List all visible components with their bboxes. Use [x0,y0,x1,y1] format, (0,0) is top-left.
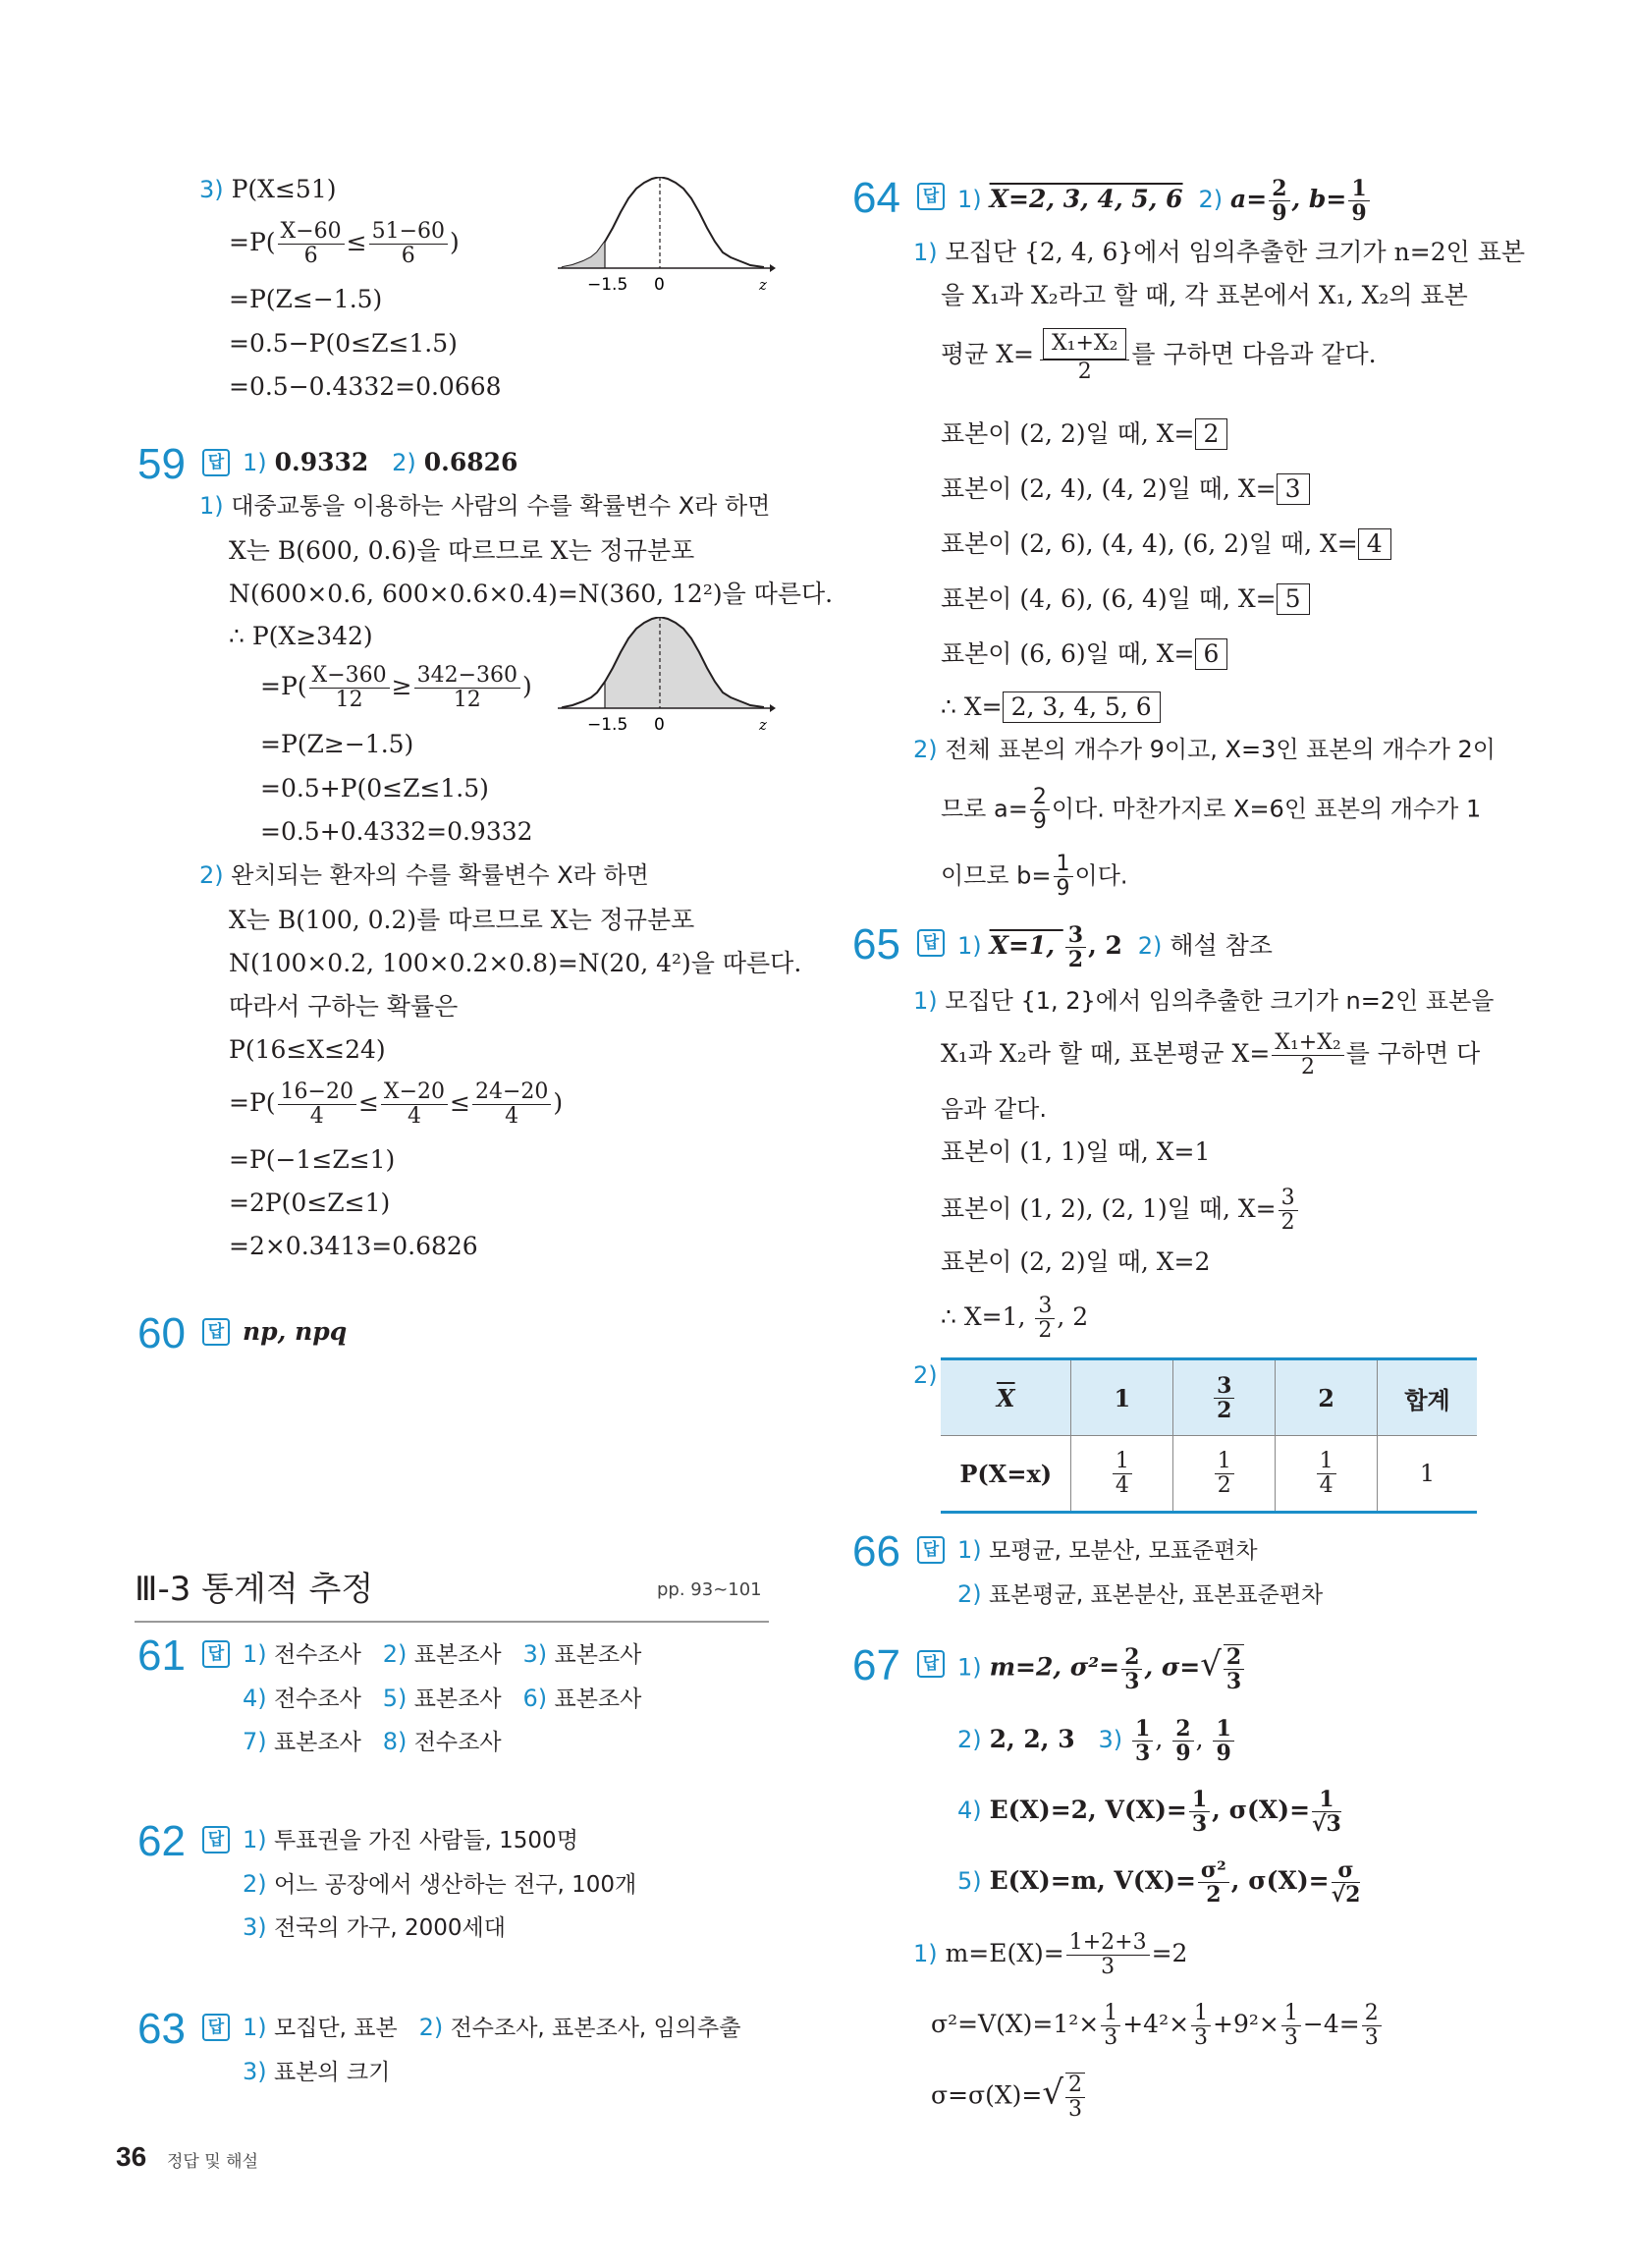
fraction: $\frac{2}{9}$ [1269,177,1289,225]
section-pages: pp. 93∼101 [657,1579,762,1600]
table-cell: $\overline{X}$ [941,1359,1071,1436]
q65-answer: 1) X=1, $\frac{3}{2}$ , 2 2) 해설 참조 [957,922,1273,972]
fraction: $\frac{2}{9}$ [1172,1717,1193,1765]
q64-sample-line: 표본이 (2, 2)일 때, X= 2 [941,418,1227,450]
fraction: $\frac{1}{3}$ [1281,2002,1301,2050]
q67-a2: 2) 2, 2, 3 3) $\frac{1}{3}$ , $\frac{2}{9}$ , $\frac{1}{9}$ [957,1717,1236,1765]
q60-answer: np, npq [243,1317,348,1346]
answer-box: 4 [1358,528,1391,560]
q62-row-3: 3) 전국의 가구, 2000세대 [243,1913,506,1941]
fraction: $\frac{\sigma}{√2}$ [1331,1857,1361,1908]
table-row [941,1359,1477,1436]
table-cell: 합계 [1378,1359,1477,1436]
section-title: Ⅲ-3 통계적 추정 [135,1570,374,1609]
answer-box: 5 [1277,583,1310,615]
q59-p1-line: ∴ P(X≥342) [229,622,373,650]
q59-p2-line: X는 B(100, 0.2)를 따르므로 X는 정규분포 [229,906,695,934]
q59-p1-line: 1) 대중교통을 이용하는 사람의 수를 확률변수 X라 하면 [199,492,771,520]
q67-a5: 5) E(X)=m, V(X)= $\frac{\text{σ²}}{2}$ , σ(X)= $\frac{\sigma}{√2}$ [957,1857,1361,1908]
q64-sample-line: 표본이 (2, 6), (4, 4), (6, 2)일 때, X= 4 [941,528,1391,560]
q66-row-2: 2) 표본평균, 표본분산, 표본표준편차 [957,1580,1324,1608]
answer-badge: 답 [202,1318,230,1346]
question-number: 61 [137,1632,186,1680]
table-cell: 1 [1378,1436,1477,1513]
graph-label: −1.5 [587,275,628,295]
q59-p2-line: =2P(0≤Z≤1) [229,1189,391,1217]
answer-badge: 답 [202,1640,230,1668]
q58-line-5: =0.5−0.4332=0.0668 [229,372,502,401]
q65-p1-line: 음과 같다. [941,1095,1047,1123]
fraction: $\frac{1}{4}$ [1317,1450,1336,1498]
q64-therefore: ∴ X= 2, 3, 4, 5, 6 [941,691,1161,723]
q67-sol-line: 1) m=E(X)= $\frac{1+2+3}{3}$ =2 [913,1930,1188,1979]
q58-line-2: =P( $\frac{X-60}{6}$ ≤ $\frac{51-60}{6}$ ) [229,219,460,268]
question-number: 66 [852,1527,900,1576]
fraction: $\frac{3}{2}$ [1214,1374,1234,1422]
fraction: $\frac{1}{√3}$ [1312,1787,1341,1837]
fraction: $\frac{\text{σ²}}{2}$ [1198,1858,1229,1907]
q62-row-1: 1) 투표권을 가진 사람들, 1500명 [243,1826,578,1853]
answer-box: 6 [1195,638,1228,670]
graph-label: z [759,276,767,294]
q65-p1-line: ∴ X=1, $\frac{3}{2}$ , 2 [941,1294,1089,1343]
q67-sol-line: σ²=V(X)=1²× $\frac{1}{3}$ +4²× $\frac{1}{3}$ +9²× $\frac{1}{3}$ −4= $\frac{2}{3}$ [931,2002,1384,2050]
fraction: $\frac{1+2+3}{3}$ [1066,1931,1150,1979]
q58-line-4: =0.5−P(0≤Z≤1.5) [229,329,458,358]
q59-p2-line: N(100×0.2, 100×0.2×0.8)=N(20, 4²)을 따른다. [229,949,802,977]
q59-p1-line: N(600×0.6, 600×0.6×0.4)=N(360, 12²)을 따른다. [229,580,834,608]
q65-p1-line: X₁과 X₂라 할 때, 표본평균 X= $\frac{\text{X₁+X₂}}{2}$ 를 구하면 다 [941,1030,1481,1079]
question-number: 65 [852,920,900,968]
question-number: 63 [137,2005,186,2053]
q59-p2-line: =P(−1≤Z≤1) [229,1145,396,1174]
q64-sample-line: 표본이 (4, 6), (6, 4)일 때, X= 5 [941,583,1310,615]
answer-box: 3 [1277,473,1310,505]
q61-row-1: 1) 전수조사 2) 표본조사 3) 표본조사 [243,1640,642,1668]
q67-sol-line: σ=σ(X)=√ $\frac{2}{3}$ [931,2073,1087,2122]
q63-row-1: 1) 모집단, 표본 2) 전수조사, 표본조사, 임의추출 [243,2014,741,2041]
answer-box: 2, 3, 4, 5, 6 [1003,691,1161,723]
normal-curve-right-shade [558,617,776,735]
q58-line-3: =P(Z≤−1.5) [229,285,383,313]
fraction: $\frac{2}{9}$ [1030,786,1050,834]
answer-badge: 답 [202,449,230,476]
q64-p2-line: 므로 a= $\frac{2}{9}$ 이다. 마찬가지로 X=6인 표본의 개수가 1 [941,785,1482,834]
table-cell [1173,1436,1276,1513]
fraction: $\frac{1}{9}$ [1054,853,1073,901]
fraction: $\frac{3}{2}$ [1065,923,1086,971]
normal-curve-left-tail [558,177,776,295]
fraction: $\frac{1}{9}$ [1348,177,1369,225]
table-cell [1071,1436,1173,1513]
section-divider [135,1621,769,1623]
q64-p1-line: 을 X₁과 X₂라고 할 때, 각 표본에서 X₁, X₂의 표본 [941,281,1468,309]
fraction: $\frac{2}{3}$ [1121,1645,1142,1693]
fraction: $\frac{2}{3}$ [1224,1644,1244,1693]
fraction: $\frac{1}{3}$ [1132,1717,1153,1765]
graph-label: z [759,716,767,734]
table-row [941,1436,1477,1513]
q64-p1-line: 평균 X= $\frac{\text{X₁+X₂}}{2}$ 를 구하면 다음과 같다. [941,328,1377,384]
fraction: $\frac{1}{9}$ [1213,1717,1233,1765]
fraction: $\frac{1}{3}$ [1189,1788,1210,1836]
q59-answer: 1) 0.9332 2) 0.6826 [243,448,518,476]
fraction: $\frac{16-20}{4}$ [278,1080,356,1129]
fraction: $\frac{1}{3}$ [1101,2002,1120,2050]
q61-row-3: 7) 표본조사 8) 전수조사 [243,1728,502,1755]
q62-row-2: 2) 어느 공장에서 생산하는 전구, 100개 [243,1870,637,1898]
q67-a1: 1) m=2, σ²= $\frac{2}{3}$ , σ=√ $\frac{2}{3}$ [957,1644,1246,1693]
question-number: 64 [852,174,900,222]
question-number: 62 [137,1817,186,1865]
question-number: 67 [852,1641,900,1689]
table-cell [1173,1359,1276,1436]
q64-p2-line: 2) 전체 표본의 개수가 9이고, X=3인 표본의 개수가 2이 [913,736,1496,763]
answer-badge: 답 [917,1536,945,1564]
footer-label: 정답 및 해설 [167,2152,258,2172]
fraction: $\frac{24-20}{4}$ [472,1080,551,1129]
table-cell: 2 [1276,1359,1378,1436]
fraction: $\frac{51-60}{6}$ [369,220,448,268]
graph-label: −1.5 [587,715,628,735]
graph-label: 0 [654,275,665,295]
q59-p2-line: 2) 완치되는 환자의 수를 확률변수 X라 하면 [199,861,649,889]
fraction: $\frac{X-360}{12}$ [309,664,390,712]
sqrt-icon: √ [1042,2073,1064,2113]
q67-a4: 4) E(X)=2, V(X)= $\frac{1}{3}$ , σ(X)= $\frac{1}{√3}$ [957,1787,1341,1837]
q64-p2-line: 이므로 b= $\frac{1}{9}$ 이다. [941,852,1128,901]
q65-p1-line: 표본이 (2, 2)일 때, X=2 [941,1247,1211,1276]
q61-row-2: 4) 전수조사 5) 표본조사 6) 표본조사 [243,1685,642,1712]
answer-badge: 답 [917,1650,945,1678]
fraction: $\frac{1}{3}$ [1191,2002,1211,2050]
q64-sample-line: 표본이 (2, 4), (4, 2)일 때, X= 3 [941,473,1310,505]
fraction: $\frac{2}{3}$ [1362,2002,1382,2050]
fraction: $\frac{\text{X₁+X₂}}{2}$ [1040,328,1129,384]
fraction: $\frac{\text{X₁+X₂}}{2}$ [1272,1031,1343,1079]
q64-sample-line: 표본이 (6, 6)일 때, X= 6 [941,638,1227,670]
page-number: 36 [116,2141,147,2172]
fraction: $\frac{3}{2}$ [1035,1295,1055,1343]
table-cell: P(X=x) [941,1436,1071,1513]
question-number: 59 [137,440,186,488]
q64-p1-line: 1) 모집단 {2, 4, 6}에서 임의추출한 크기가 n=2인 표본 [913,238,1525,266]
q59-p1-line: =P( $\frac{X-360}{12}$ ≥ $\frac{342-360}{12}$ ) [260,663,532,712]
question-number: 60 [137,1309,186,1357]
q65-p1-line: 1) 모집단 {1, 2}에서 임의추출한 크기가 n=2인 표본을 [913,987,1495,1015]
q64-answer: 1) X=2, 3, 4, 5, 6 2) a= $\frac{2}{9}$ , b= $\frac{1}{9}$ [957,177,1372,225]
q59-p2-line: =2×0.3413=0.6826 [229,1232,478,1260]
q59-p1-line: =0.5+P(0≤Z≤1.5) [260,774,489,802]
answer-badge: 답 [202,1826,230,1853]
fraction: $\frac{3}{2}$ [1279,1187,1298,1235]
q65-part2-label: 2) [913,1361,938,1389]
fraction: $\frac{1}{2}$ [1215,1450,1234,1498]
graph-label: 0 [654,715,665,735]
sqrt-icon: √ [1200,1644,1222,1685]
q66-row-1: 1) 모평균, 모분산, 모표준편차 [957,1536,1258,1564]
q59-p1-line: =0.5+0.4332=0.9332 [260,817,533,846]
answer-box: 2 [1195,418,1228,450]
q59-p2-line: =P( $\frac{16-20}{4}$ ≤ $\frac{X-20}{4}$ ≤ $\frac{24-20}{4}$ ) [229,1079,564,1129]
fraction: $\frac{2}{3}$ [1065,2073,1085,2122]
q59-p1-line: X는 B(600, 0.6)을 따르므로 X는 정규분포 [229,536,695,565]
q59-p2-line: 따라서 구하는 확률은 [229,992,459,1021]
fraction: $\frac{342-360}{12}$ [414,664,520,712]
fraction: $\frac{X-60}{6}$ [278,220,345,268]
table-cell: 1 [1071,1359,1173,1436]
answer-badge: 답 [917,929,945,957]
q63-row-2: 3) 표본의 크기 [243,2058,391,2085]
fraction: $\frac{1}{4}$ [1113,1450,1132,1498]
answer-badge: 답 [202,2014,230,2041]
q58-line-1: 3) P(X≤51) [199,175,337,203]
q65-p1-line: 표본이 (1, 1)일 때, X=1 [941,1137,1211,1166]
fraction: $\frac{X-20}{4}$ [381,1080,448,1129]
q59-p1-line: =P(Z≥−1.5) [260,730,414,758]
q65-p1-line: 표본이 (1, 2), (2, 1)일 때, X= $\frac{3}{2}$ [941,1187,1300,1235]
answer-badge: 답 [917,183,945,210]
probability-table [941,1357,1477,1514]
table-cell [1276,1436,1378,1513]
q59-p2-line: P(16≤X≤24) [229,1035,386,1064]
